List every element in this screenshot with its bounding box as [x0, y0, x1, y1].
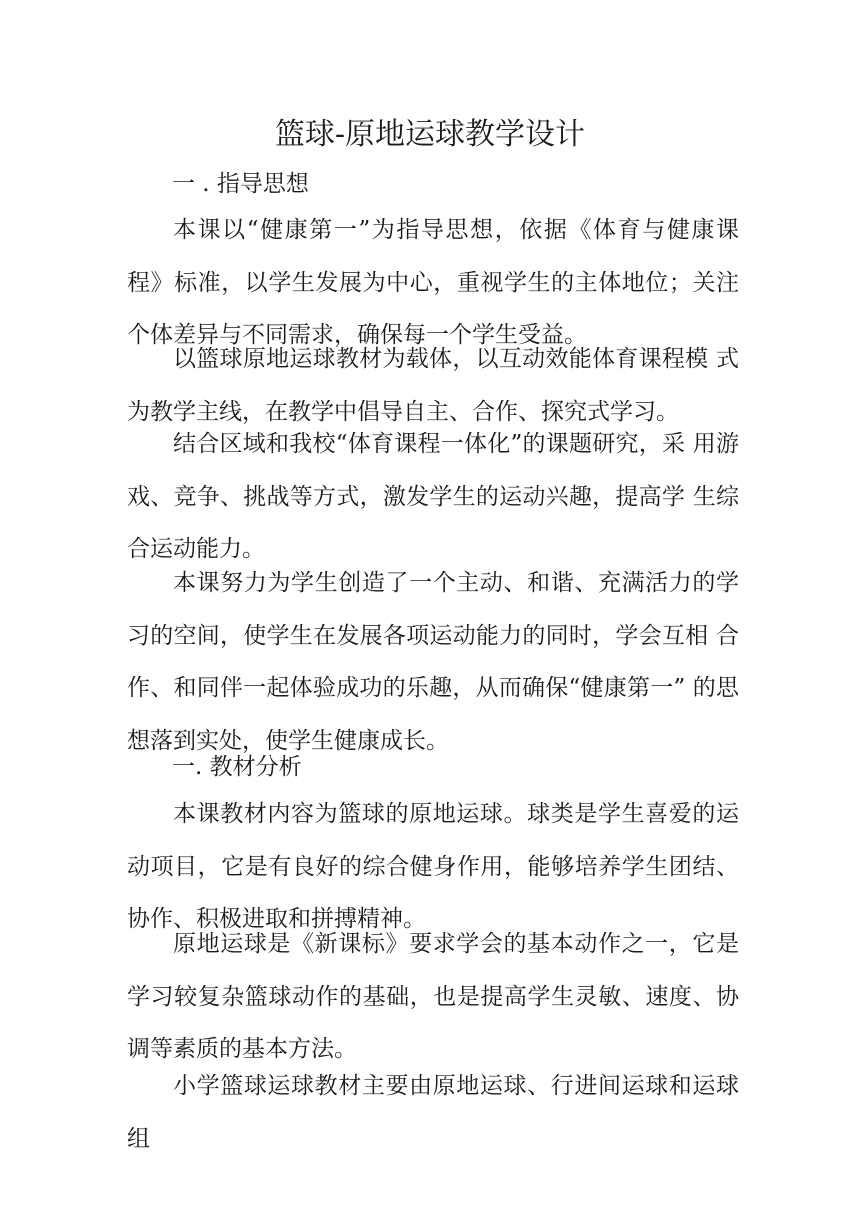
paragraph: 本课以“健康第一”为指导思想，依据《体育与健康课 程》标准，以学生发展为中心，重视学生的主体地位；关注 个体差异与不同需求，确保每一个学生受益。	[127, 217, 739, 348]
paragraph: 以篮球原地运球教材为载体，以互动效能体育课程模 式为教学主线，在教学中倡导自主、合作、探究式学习。	[127, 346, 739, 425]
paragraph: 结合区域和我校“体育课程一体化”的课题研究，采 用游戏、竞争、挑战等方式，激发学生的运动兴趣，提高学 生综合运动能力。	[127, 431, 739, 562]
paragraph: 本课教材内容为篮球的原地运球。球类是学生喜爱的运 动项目，它是有良好的综合健身作用，能够培养学生团结、协作、积极进取和拼搏精神。	[127, 801, 739, 932]
paragraph: 本课努力为学生创造了一个主动、和谐、充满活力的学 习的空间，使学生在发展各项运动能力的同时，学会互相 合作、和同伴一起体验成功的乐趣，从而确保“健康第一” 的思想落到实处，使学生健康成长。	[127, 570, 739, 754]
section-heading-material-analysis: 一. 教材分析	[172, 754, 302, 780]
section-heading-guiding-ideology: 一 . 指导思想	[172, 171, 309, 197]
paragraph: 原地运球是《新课标》要求学会的基本动作之一，它是 学习较复杂篮球动作的基础，也是提高学生灵敏、速度、协 调等素质的基本方法。	[127, 931, 739, 1062]
document-title: 篮球-原地运球教学设计	[274, 117, 586, 152]
paragraph: 小学篮球运球教材主要由原地运球、行进间运球和运球 组	[127, 1073, 739, 1152]
